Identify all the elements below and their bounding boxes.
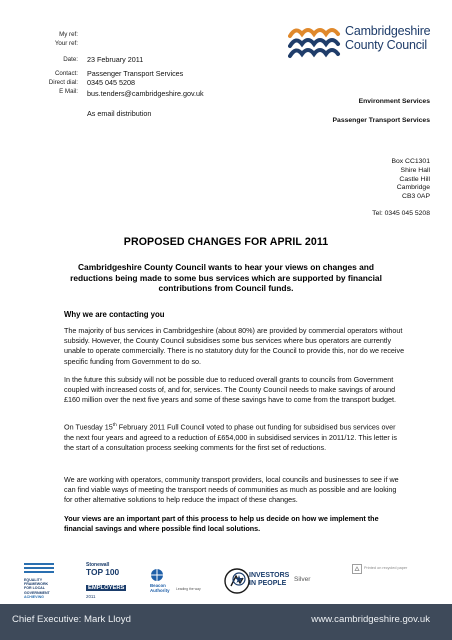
equality-framework-logo <box>24 560 58 602</box>
paragraph-3 <box>64 421 406 453</box>
stonewall-year: 2011 <box>86 594 96 599</box>
recycled-paper-note <box>352 564 424 576</box>
ordinal-suffix: th <box>112 423 117 428</box>
chief-executive: Chief Executive: Mark Lloyd <box>12 614 131 625</box>
paragraph-1: The majority of bus services in Cambridgeshire (about 80%) are provided by commercial operators without subsidy. However, the County Council subsidises some bus services where bus operators are currently unable to operate commercially. There is no statutory duty for the Council to provide this, nor do we receive specific funding from Government to do so. <box>64 326 405 366</box>
council-name-line2: County Council <box>345 38 427 52</box>
iip-star-icon <box>232 572 246 586</box>
equality-line: ACHIEVING <box>24 594 44 599</box>
my-ref-label: My ref: <box>59 31 78 38</box>
beacon-tagline: Leading the way <box>176 587 201 591</box>
beacon-line: Beacon <box>150 583 166 588</box>
lead-paragraph: Cambridgeshire County Council wants to hear your views on changes and reductions being made to some bus services which are supported by financial contributions from Council funds. <box>70 262 382 294</box>
beacon-line: Authority <box>150 588 170 593</box>
equality-line: FRAMEWORK <box>24 582 49 587</box>
stonewall-logo <box>86 562 126 600</box>
direct-dial-value: 0345 045 5208 <box>87 78 135 87</box>
recycled-text: Printed on recycled paper <box>364 566 408 570</box>
paragraph-5: Your views are an important part of this process to help us decide on how we implement the financial savings and where possible find local solutions. <box>64 514 379 534</box>
beacon-authority-logo <box>150 568 206 598</box>
stonewall-employers: EMPLOYERS <box>88 585 125 591</box>
section-heading: Why we are contacting you <box>64 310 165 319</box>
address-line: Shire Hall <box>400 166 430 174</box>
direct-dial-label: Direct dial: <box>48 79 78 86</box>
paragraph-2: In the future this subsidy will not be possible due to reduced overall grants to councils from Government coupled with increased costs of, and for, services. The County Council needs to make savings of around £160 million over the next five years and some of these savings have to come from the transport budget. <box>64 375 397 405</box>
address-line: CB3 0AP <box>402 193 430 201</box>
contact-label: Contact: <box>54 70 78 77</box>
accreditation-logos <box>0 560 452 600</box>
recycle-icon <box>352 564 362 574</box>
council-name-line1: Cambridgeshire <box>345 24 431 38</box>
iip-line: IN PEOPLE <box>249 580 287 587</box>
equality-line: EQUALITY <box>24 578 43 582</box>
iip-silver: Silver <box>294 576 311 583</box>
email-value[interactable]: bus.tenders@cambridgeshire.gov.uk <box>87 89 204 98</box>
equality-line: GOVERNMENT <box>24 590 50 595</box>
date-value: 23 February 2011 <box>87 55 144 64</box>
letter-title: PROPOSED CHANGES FOR APRIL 2011 <box>123 236 329 248</box>
date-label: Date: <box>63 56 78 63</box>
telephone: Tel: 0345 045 5208 <box>372 210 430 217</box>
website-link[interactable]: www.cambridgeshire.gov.uk <box>311 614 430 625</box>
contact-value: Passenger Transport Services <box>87 69 184 78</box>
address-line: Cambridge <box>396 184 430 192</box>
equality-line: FOR LOCAL <box>24 586 45 591</box>
your-ref-label: Your ref: <box>54 40 78 47</box>
iip-line: INVESTORS <box>249 572 290 579</box>
stonewall-name: Stonewall <box>86 562 110 568</box>
postal-address <box>391 158 430 202</box>
equality-stripes-icon <box>24 563 58 573</box>
department-section: Passenger Transport Services <box>332 117 430 124</box>
paragraph-3-rest: February 2011 Full Council voted to phase out funding for subsidised bus services over the next four years and agreed to a reduction of £654,000 in subsidised services in 2011/12. This letter is the start of a consultation process seeking comments for the first set of reductions. <box>64 422 397 452</box>
address-line: Box CC1301 <box>391 158 430 165</box>
email-label: E Mail: <box>59 88 78 95</box>
address-line: Castle Hill <box>399 175 430 183</box>
council-name <box>345 24 430 52</box>
paragraph-4: We are working with operators, community transport providers, local councils and businesses to see if we can find viable ways of meeting the transport needs of communities as much as possible and are looking for other alternative solutions to help reduce the impact of these changes. <box>64 475 399 505</box>
council-wave-icon <box>288 22 344 64</box>
beacon-icon <box>150 568 164 582</box>
department-name: Environment Services <box>358 98 430 105</box>
recipient-line: As email distribution <box>87 109 152 118</box>
paragraph-3-start: On Tuesday 15 <box>64 422 113 432</box>
investors-in-people-logo <box>232 570 312 596</box>
stonewall-top100: TOP 100 <box>86 567 120 577</box>
